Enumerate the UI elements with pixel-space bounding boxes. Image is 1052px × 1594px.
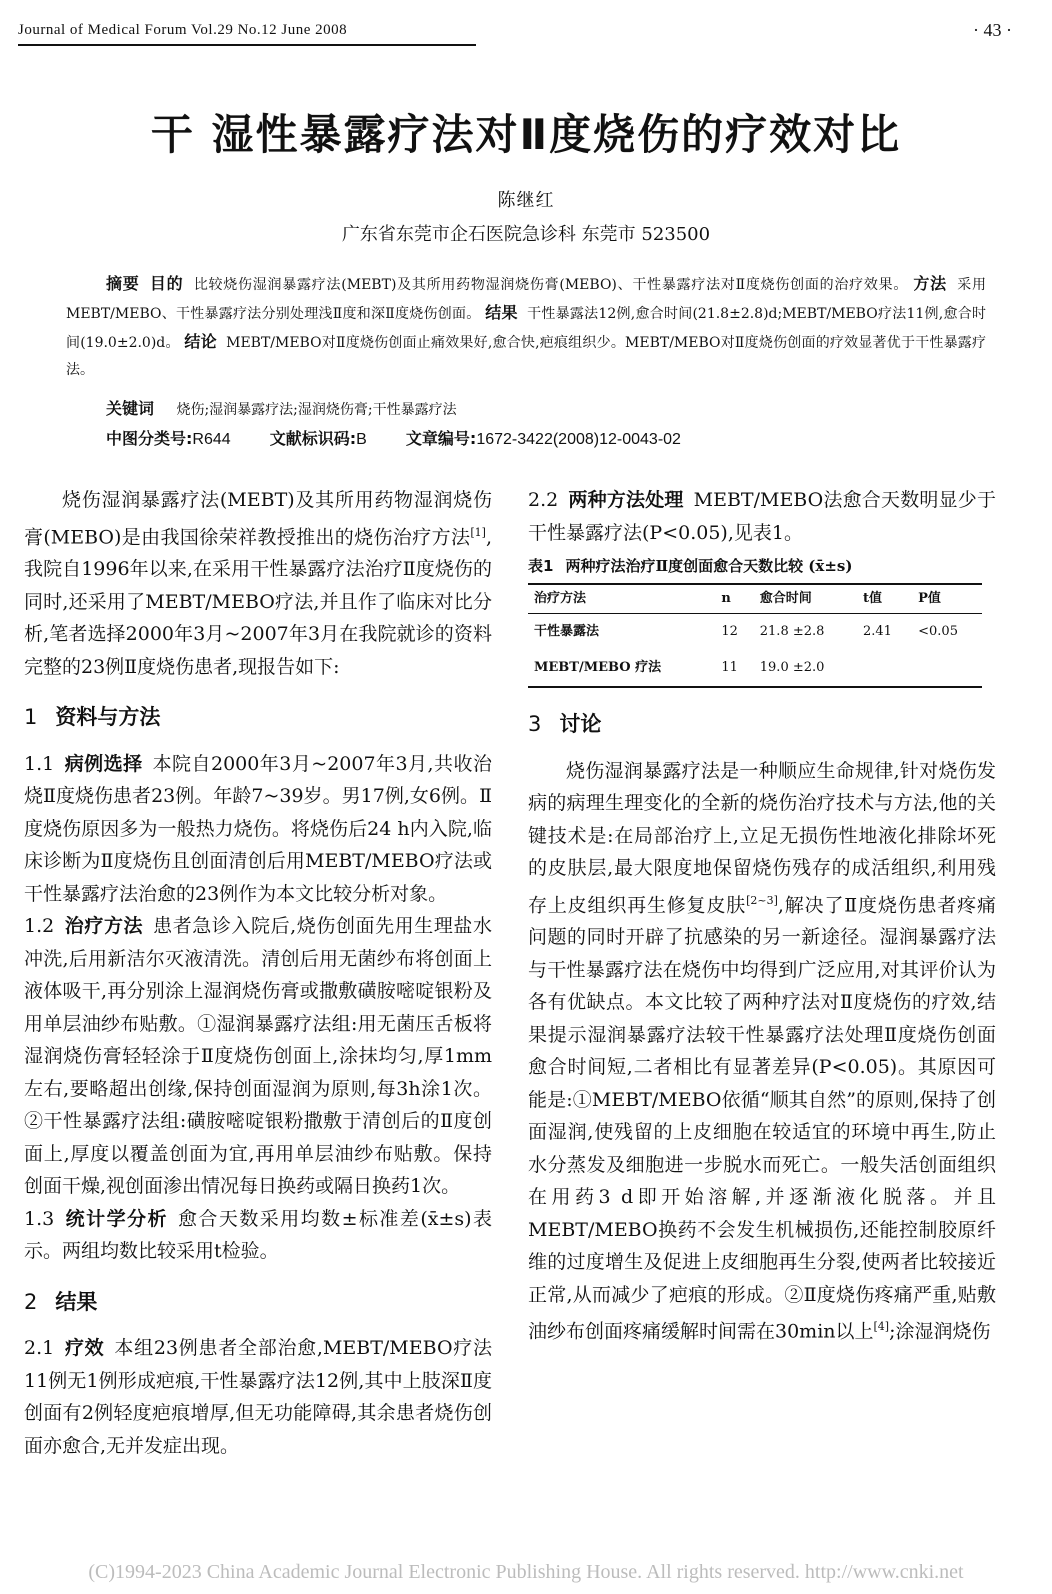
section-heading [24,1286,492,1319]
discussion-text-b: ,解决了Ⅱ度烧伤患者疼痛问题的同时开辟了抗感染的另一新途径。湿润暴露疗法与干性暴露疗法在烧伤中均得到广泛应用,对其评价认为各有优缺点。本文比较了两种疗法对Ⅱ度烧伤的疗效,结果提示湿润暴露疗法较干性暴露疗法处理Ⅱ度烧伤创面愈合时间短,二者相比有显著差异(P<0.05)。其原因可能是:①MEBT/MEBO依循“顺其自然”的原则,保持了创面湿润,使残留的上皮细胞在较适宜的环境中再生,防止水分蒸发及细胞进一步脱水而死亡。一般失活创面组织在用药3 d即开始溶解,并逐渐液化脱落。并且MEBT/MEBO换药不会发生机械损伤,还能控制胶原纤维的过度增生及促进上皮细胞再生分裂,使两者比较接近正常,从而减少了疤痕的形成。②Ⅱ度烧伤疼痛严重,贴敷油纱布创面疼痛缓解时间需在30min以上 [528,893,996,1343]
keywords-label: 关键词 [106,399,155,418]
section-number: 3 [528,712,542,736]
objective-text: 比较烧伤湿润暴露疗法(MEBT)及其所用药物湿润烧伤膏(MEBO)、干性暴露疗法对Ⅱ度烧伤创面的治疗效果。 [193,277,909,293]
section-heading [24,701,492,734]
section-heading [528,708,996,741]
abstract [66,270,986,384]
copyright-watermark: (C)1994-2023 China Academic Journal Electronic Publishing House. All rights reserved. http://www.cnki.net [88,1561,964,1583]
table-caption [528,555,996,577]
subsection-label: 两种方法处理 [568,489,684,511]
table-cell [857,650,912,687]
results-text: 干性暴露法12例,愈合时间(21.8±2.8)d;MEBT/MEBO疗法11例,愈合时间(19.0±2.0)d。 [66,306,986,351]
methods-label: 方法 [913,274,947,293]
left-column [24,484,492,1462]
subsection-number: 1.2 [24,915,55,938]
table-header: 愈合时间 [754,584,857,614]
subsection-1-3 [24,1203,492,1268]
results-table [528,583,982,688]
table-label: 表1 [528,557,554,575]
results-label: 结果 [485,303,518,322]
subsection-label: 统计学分析 [64,1207,168,1230]
running-header [18,22,476,46]
table-row [528,614,982,651]
table-cell: 21.8 ±2.8 [759,624,825,639]
author-affiliation: 广东省东莞市企石医院急诊科 东莞市 523500 [341,224,711,245]
table-cell [912,650,982,687]
conclusion-label: 结论 [184,332,217,351]
table-header: n [715,584,753,614]
section-title: 结果 [55,1289,98,1314]
section-title: 讨论 [559,712,602,736]
citation: [1] [470,525,486,539]
article-number-label: 文章编号: [405,429,477,448]
methods-text: 采用MEBT/MEBO、干性暴露疗法分别处理浅Ⅱ度和深Ⅱ度烧伤创面。 [66,277,986,322]
table-cell: <0.05 [918,624,958,639]
subsection-text: 患者急诊入院后,烧伤创面先用生理盐水冲洗,后用新洁尔灭液清洗。清创后用无菌纱布将创面上液体吸干,再分别涂上湿润烧伤膏或撒敷磺胺嘧啶银粉及用单层油纱布贴敷。①湿润暴露疗法组:用无菌压舌板将湿润烧伤膏轻轻涂于Ⅱ度烧伤创面上,涂抹均匀,厚1mm左右,要略超出创缘,保持创面湿润为原则,每3h涂1次。②干性暴露疗法组:磺胺嘧啶银粉撒敷于清创后的Ⅱ度创面上,厚度以覆盖创面为宜,再用单层油纱布贴敷。保持创面干燥,视创面渗出情况每日换药或隔日换药1次。 [24,915,492,1198]
article-title: 干 湿性暴露疗法对Ⅱ度烧伤的疗效对比 [150,110,902,159]
subsection-number: 2.1 [24,1337,55,1360]
abstract-label: 摘要 [106,274,140,293]
intro-text-b: ,我院自1996年以来,在采用干性暴露疗法治疗Ⅱ度烧伤的同时,还采用了MEBT/MEBO疗法,并且作了临床对比分析,笔者选择2000年3月~2007年3月在我院就诊的资料完整的23例Ⅱ度烧伤患者,现报告如下: [24,525,492,678]
subsection-text: 本组23例患者全部治愈,MEBT/MEBO疗法11例无1例形成疤痕,干性暴露疗法12例,其中上肢深Ⅱ度创面有2例轻度疤痕增厚,但无功能障碍,其余患者烧伤创面亦愈合,无并发症出现。 [24,1337,492,1457]
keywords [106,396,457,419]
table-header: t值 [857,584,912,614]
table-caption-text: 两种疗法治疗Ⅱ度创面愈合天数比较 (x̄±s) [565,557,853,575]
subsection-text: 愈合天数采用均数±标准差(x̄±s)表示。两组均数比较采用t检验。 [24,1207,492,1263]
intro-paragraph [24,484,492,683]
subsection-text: 本院自2000年3月~2007年3月,共收治烧Ⅱ度烧伤患者23例。年龄7~39岁。男17例,女6例。Ⅱ度烧伤原因多为一般热力烧伤。将烧伤后24 h内入院,临床诊断为Ⅱ度烧伤且创面清创后用MEBT/MEBO疗法或干性暴露疗法治愈的23例作为本文比较分析对象。 [24,752,492,905]
objective-label: 目的 [149,274,184,293]
section-title: 资料与方法 [55,705,161,730]
table-cell: 2.41 [863,624,892,639]
table-header: 治疗方法 [528,584,715,614]
section-number: 2 [24,1289,38,1314]
page-number: · 43 · [973,20,1012,40]
intro-text-a: 烧伤湿润暴露疗法(MEBT)及其所用药物湿润烧伤膏(MEBO)是由我国徐荣祥教授推出的烧伤治疗方法 [24,489,492,548]
citation: [2~3] [746,893,778,907]
table-header-row [528,584,982,614]
classification-row [106,426,715,449]
article-number-value: 1672-3422(2008)12-0043-02 [476,431,681,448]
clc-label: 中图分类号: [106,429,193,448]
subsection-text: MEBT/MEBO法愈合天数明显少于干性暴露疗法(P<0.05),见表1。 [528,489,996,544]
table-header: P值 [912,584,982,614]
journal-info: Journal of Medical Forum Vol.29 No.12 June 2008 [18,22,348,38]
abstract-paragraph [66,270,986,384]
subsection-label: 治疗方法 [64,915,144,938]
keywords-text: 烧伤;湿润暴露疗法;湿润烧伤膏;干性暴露疗法 [176,402,457,418]
discussion-text-a: 烧伤湿润暴露疗法是一种顺应生命规律,针对烧伤发病的病理生理变化的全新的烧伤治疗技术与方法,他的关键技术是:在局部治疗上,立足无损伤性地液化排除坏死的皮肤层,最大限度地保留烧伤残存的成活组织,利用残存上皮组织再生修复皮肤 [528,759,996,916]
subsection-label: 疗效 [64,1337,105,1360]
conclusion-text: MEBT/MEBO对Ⅱ度烧伤创面止痛效果好,愈合快,疤痕组织少。MEBT/MEBO对Ⅱ度烧伤创面的疗效显著优于干性暴露疗法。 [66,335,986,378]
subsection-1-1 [24,748,492,911]
table-cell: 12 [721,624,738,639]
subsection-number: 1.1 [24,752,55,775]
doc-code-value: B [356,431,367,448]
clc-value: R644 [192,431,231,448]
table-cell: 19.0 ±2.0 [754,650,857,687]
discussion-text-c: ;涂湿润烧伤 [889,1320,991,1343]
right-column [528,484,996,1348]
citation: [4] [873,1320,890,1334]
subsection-number: 1.3 [24,1207,55,1230]
table-row [528,650,982,687]
author-name: 陈继红 [497,190,555,211]
subsection-2-2 [528,484,996,549]
subsection-1-2 [24,910,492,1203]
section-number: 1 [24,705,38,730]
table-cell: MEBT/MEBO 疗法 [528,650,715,687]
table-cell: 11 [715,650,753,687]
subsection-2-1 [24,1332,492,1462]
doc-code-label: 文献标识码: [269,429,357,448]
table-cell: 干性暴露法 [534,624,600,639]
discussion-paragraph [528,755,996,1349]
subsection-number: 2.2 [528,489,559,511]
subsection-label: 病例选择 [64,752,143,775]
